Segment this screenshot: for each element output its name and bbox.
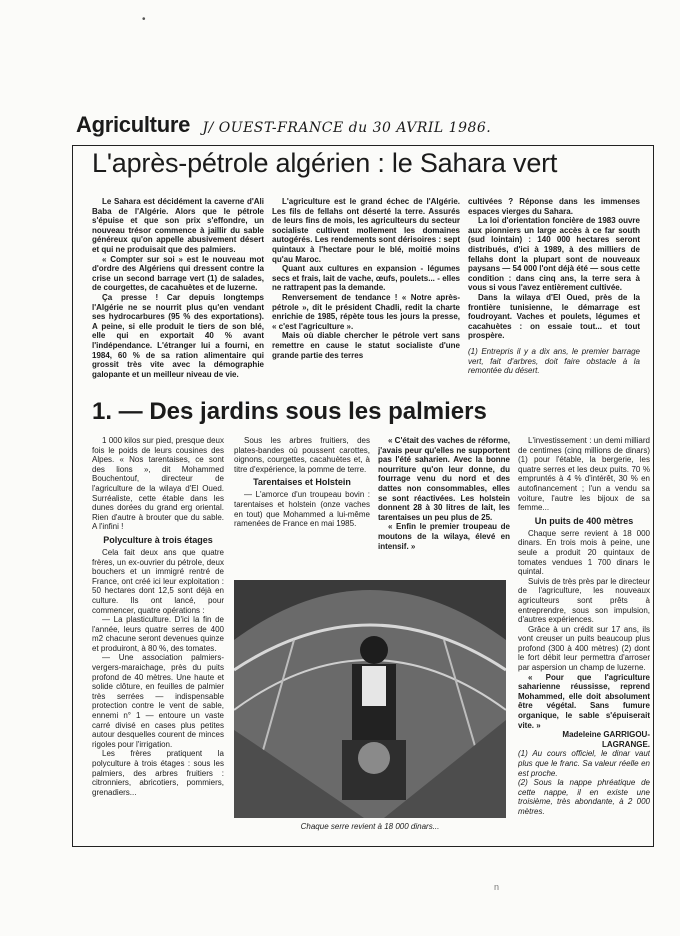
- footnote: (1) Entrepris il y a dix ans, le premier barrage vert, fait d'arbres, doit faire obstacle à la remontée du désert.: [468, 346, 640, 376]
- subheading: Un puits de 400 mètres: [534, 515, 634, 526]
- footnote: (2) Sous la nappe phréatique de cette nappe, il en existe une troisième, très abondante, à 2 000 mètres.: [518, 778, 650, 816]
- handwritten-source-note: J/ OUEST-FRANCE du 30 AVRIL 1986.: [202, 120, 492, 136]
- author-signature: Madeleine GARRIGOU-LAGRANGE.: [562, 730, 650, 749]
- paragraph: Ça presse ! Car depuis longtemps l'Algérie ne se nourrit plus qu'en vendant ses hydrocarbures (95 % des exportations). A peine, si elle produit le tiers de son blé, elle qui en exportait 40 % avant l'indépendance. L'étranger lui a fourni, en 1984, 60 % de sa ration alimentaire qui grossit très vite avec la démographie galopante et un meilleur niveau de vie.: [92, 292, 264, 379]
- paragraph: « Pour que l'agriculture saharienne réussisse, reprend Mohammed, elle doit absolument être végétal. Sans fumure organique, le sable s'épuiserait vite. »: [518, 672, 650, 730]
- paragraph: — L'amorce d'un troupeau bovin : tarentaises et holstein (onze vaches en tout) que Mohammed a lui-même ramenées de France en mai 1985.: [234, 490, 370, 529]
- paragraph: Renversement de tendance ! « Notre après-pétrole », dit le président Chadli, redit la charte enrichie de 1985, répète tous les jours la presse, « c'est l'agriculture ».: [272, 292, 460, 331]
- body-column-2: [234, 436, 370, 576]
- paragraph: 1 000 kilos sur pied, presque deux fois le poids de leurs cousines des Alpes. « Nos tarentaises, ce sont des lions », dit Mohammed Bouchentouf, directeur de l'agriculture de la wilaya d'El Oued. Surréaliste, cette étable dans les dunes dorées du grand erg oriental. Rien d'autre à brouter que du sable. A l'infini !: [92, 436, 224, 532]
- paragraph: Cela fait deux ans que quatre frères, un ex-ouvrier du pétrole, deux bouchers et un immigré rentré de France, ont créé ici leur exploitation : 50 hectares dont 12,5 sont déjà en culture. Ils ont lancé, pour commencer, quatre opérations :: [92, 547, 224, 615]
- paragraph: « Enfin le premier troupeau de moutons de la wilaya, élevé en intensif. »: [378, 522, 510, 551]
- subheading: Tarentaises et Holstein: [253, 477, 351, 488]
- paragraph: « Compter sur soi » est le nouveau mot d'ordre des Algériens qui dressent contre la crise un second barrage vert (1) de salades, de courgettes, de cacahuètes et de luzerne.: [92, 254, 264, 293]
- greenhouse-photo: [234, 580, 506, 818]
- paragraph: Grâce à un crédit sur 17 ans, ils vont creuser un puits beaucoup plus profond (300 à 400 mètres) (2) dont le fort débit leur permettra d'arroser par aspersion un champ de luzerne.: [518, 624, 650, 673]
- subheading: Polyculture à trois étages: [103, 534, 213, 545]
- paragraph: Suivis de très près par le directeur de l'agriculture, les nouveaux agriculteurs sont prêts à entreprendre, sous son impulsion, d'autres expériences.: [518, 576, 650, 625]
- paragraph: Chaque serre revient à 18 000 dinars. En trois mois à peine, une seule a produit 20 quintaux de tomates vendues 1 700 dinars le quintal.: [518, 528, 650, 577]
- article-title: L'après-pétrole algérien : le Sahara vert: [92, 148, 558, 178]
- paragraph: La loi d'orientation foncière de 1983 ouvre aux pionniers un large accès à ce far south (sud lointain) : 140 000 hectares seront distribués, d'ici à 1989, à des milliers de fellahs dont la plupart sont de nouveaux paysans — 54 000 l'ont déjà été — sous cette condition : dans cinq ans, la terre sera à vous si vous l'avez entièrement cultivée.: [468, 216, 640, 293]
- intro-column-2: [272, 197, 460, 387]
- paragraph: cultivées ? Réponse dans les immenses espaces vierges du Sahara.: [468, 197, 640, 216]
- body-column-1: [92, 436, 224, 840]
- page-header: [76, 112, 596, 142]
- section-label: Agriculture: [76, 112, 191, 137]
- paragraph: Sous les arbres fruitiers, des plates-bandes où poussent carottes, oignons, courgettes, cacahuètes et, à titre d'expérience, la pomme de terre.: [234, 436, 370, 474]
- body-column-3: [378, 436, 510, 576]
- paragraph: Dans la wilaya d'El Oued, près de la frontière tunisienne, le démarrage est foudroyant. Vaches et poulets, légumes et cacahuètes : on essaie tout... et tout prospère.: [468, 292, 640, 341]
- paragraph: Les frères pratiquent la polyculture à trois étages : sous les palmiers, des arbres fruitiers : citronniers, abricotiers, pommiers, grenadiers...: [92, 749, 224, 797]
- scan-dot: •: [142, 14, 146, 25]
- greenhouse-photo-illustration: [234, 580, 506, 818]
- photo-caption: Chaque serre revient à 18 000 dinars...: [300, 822, 440, 831]
- intro-column-1: [92, 197, 264, 387]
- paragraph: Quant aux cultures en expansion - légumes secs et frais, lait de vache, œufs, poulets... - elles ne rattrapent pas la demande.: [272, 264, 460, 293]
- paragraph: « C'était des vaches de réforme, j'avais peur qu'elles ne supportent pas l'été saharien. Avec la bonne nourriture qu'on leur donne, du fourrage venu du nord et des dattes non consommables, elles se sont réactivées. Les holstein donnent 28 à 30 litres de lait, les tarentaises un peu plus de 25.: [378, 436, 510, 522]
- paragraph: Mais où diable chercher le pétrole vert sans remettre en cause le statut socialiste d'une grande partie des terres: [272, 331, 460, 360]
- paragraph: — La plasticulture. D'ici la fin de l'année, leurs quatre serres de 400 m2 chacune seront devenues quinze et produiront, à 80 %, des tomates.: [92, 615, 224, 653]
- intro-column-3: [468, 197, 640, 387]
- paragraph: Le Sahara est décidément la caverne d'Ali Baba de l'Algérie. Alors que le pétrole s'épuise et que son prix s'effondre, un nouveau trésor commence à jaillir du sable généreux qu'on appelle abusivement désert et qui ne produisait que des palmiers.: [92, 197, 264, 254]
- body-column-4: [518, 436, 650, 840]
- part-title: 1. — Des jardins sous les palmiers: [92, 398, 487, 425]
- paragraph: L'investissement : un demi milliard de centimes (cinq millions de dinars) (1) pour l'étable, la bergerie, les quatre serres et les deux puits. 70 % empruntés à 4 % d'intérêt, 30 % en autofinancement ; l'un a vendu sa voiture, l'autre les bijoux de sa femme...: [518, 436, 650, 513]
- paragraph: — Une association palmiers-vergers-maraichage, près du puits profond de 40 mètres. Une haute et solide clôture, en feuilles de palmier très serrées — indispensable protection contre le vent de sable, ennemi n° 1 — entoure un vaste carré divisé en cases plus petites autour desquelles courent de minces rigoles pour l'irrigation.: [92, 653, 224, 749]
- footnote: (1) Au cours officiel, le dinar vaut plus que le franc. Sa valeur réelle en est proche.: [518, 749, 650, 778]
- footer-mark: n: [494, 882, 500, 892]
- paragraph: L'agriculture est le grand échec de l'Algérie. Les fils de fellahs ont déserté la terre. Assurés de leurs fins de mois, les agriculteurs du secteur socialiste cultivent mollement les domaines autogérés. Les rendements sont dérisoires : sept quintaux à l'hectare pour le blé, moitié moins qu'au Maroc.: [272, 197, 460, 264]
